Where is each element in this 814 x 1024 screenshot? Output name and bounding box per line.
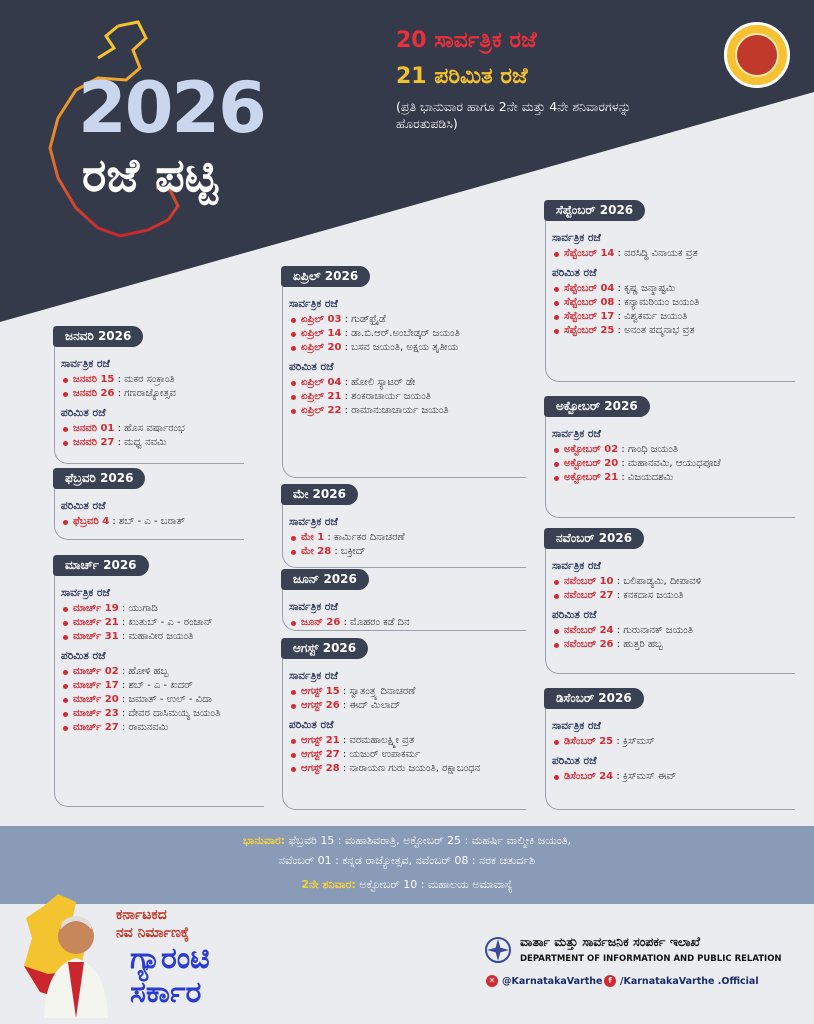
- month-card-mar: [54, 558, 264, 807]
- month-title: ಜೂನ್ 2026: [281, 569, 369, 590]
- public-label: ಸಾರ್ವತ್ರಿಕ ರಜೆ: [289, 670, 338, 682]
- month-card-aug: [282, 641, 526, 810]
- separator: :: [613, 639, 624, 650]
- holiday-item: [552, 575, 795, 589]
- holiday-name: ಡಾ.ಬಿ.ಆರ್.ಅಂಬೇಡ್ಕರ್ ಜಯಂತಿ: [351, 328, 460, 339]
- holiday-item: [61, 707, 264, 721]
- holiday-name: ಹೊಸ ವರ್ಷಾರಂಭ: [124, 423, 185, 434]
- holiday-item: [289, 545, 526, 559]
- holiday-date: ಮೇ 28: [301, 546, 332, 557]
- month-title: ಫೆಬ್ರವರಿ 2026: [53, 468, 145, 489]
- month-title: ಡಿಸೆಂಬರ್ 2026: [544, 688, 644, 709]
- separator: :: [613, 576, 624, 587]
- separator: :: [339, 686, 350, 697]
- holiday-item: [552, 589, 795, 603]
- holiday-date: ಸೆಪ್ಟೆಂಬರ್ 14: [564, 248, 615, 259]
- holiday-name: ಮೊಹರಂ ಕಡೆ ದಿನ: [350, 617, 410, 628]
- holiday-date: ಸೆಪ್ಟೆಂಬರ್ 17: [564, 311, 615, 322]
- public-label: ಸಾರ್ವತ್ರಿಕ ರಜೆ: [289, 516, 338, 528]
- separator: :: [331, 546, 341, 557]
- year-heading: 2026: [78, 67, 265, 149]
- holiday-item: [289, 376, 526, 390]
- weekend-holidays-band: [0, 826, 814, 904]
- holiday-date: ನವೆಂಬರ್ 26: [564, 639, 614, 650]
- separator: :: [114, 423, 125, 434]
- separator: :: [618, 472, 628, 483]
- restricted-label: ಪರಿಮಿತ ರಜೆ: [552, 755, 597, 767]
- separator: :: [339, 749, 350, 760]
- holiday-date: ಡಿಸೆಂಬರ್ 25: [564, 736, 614, 747]
- holiday-name: ಶಬ್ - ಎ - ಖದರ್: [128, 680, 193, 691]
- holiday-date: ಏಪ್ರಿಲ್ 14: [301, 328, 342, 339]
- separator: :: [614, 248, 625, 259]
- separator: :: [324, 532, 334, 543]
- restricted-label: ಪರಿಮಿತ ರಜೆ: [289, 719, 334, 731]
- restricted-label: ಪರಿಮಿತ ರಜೆ: [552, 267, 597, 279]
- month-title: ನವೆಂಬರ್ 2026: [544, 528, 644, 549]
- tagline-line-1: ಕರ್ನಾಟಕದ: [116, 907, 167, 923]
- holiday-date: ಸೆಪ್ಟೆಂಬರ್ 04: [564, 283, 615, 294]
- separator: :: [613, 590, 624, 601]
- karnataka-emblem-icon: [724, 22, 790, 88]
- saturday-line: [0, 878, 814, 892]
- holiday-item: [552, 443, 795, 457]
- guarantee-line-2: ಸರ್ಕಾರ: [130, 975, 202, 1010]
- holiday-item: [61, 436, 244, 450]
- separator: :: [118, 722, 129, 733]
- separator: :: [614, 297, 625, 308]
- holiday-item: [289, 734, 526, 748]
- separator: :: [339, 700, 350, 711]
- holiday-name: ವಿಶ್ವಕರ್ಮ ಜಯಂತಿ: [624, 311, 688, 322]
- public-holiday-count: 20 ಸಾರ್ವತ್ರಿಕ ರಜೆ: [396, 28, 537, 53]
- holiday-date: ಆಗಸ್ಟ್ 28: [301, 763, 340, 774]
- x-icon: ✕: [486, 975, 498, 987]
- holiday-date: ಡಿಸೆಂಬರ್ 24: [564, 771, 614, 782]
- holiday-name: ಗುರುನಾನಕ್ ಜಯಂತಿ: [623, 625, 694, 636]
- separator: :: [118, 694, 129, 705]
- holiday-item: [61, 721, 264, 735]
- separator: :: [613, 625, 624, 636]
- holiday-name: ಬಕ್ರೀದ್: [340, 546, 366, 557]
- holiday-name: ಗಾಂಧಿ ಜಯಂತಿ: [627, 444, 679, 455]
- holiday-name: ಕನಕದಾಸ ಜಯಂತಿ: [623, 590, 684, 601]
- separator: :: [118, 680, 129, 691]
- holiday-date: ಏಪ್ರಿಲ್ 04: [301, 377, 342, 388]
- holiday-name: ವರಸಿದ್ಧಿ ವಿನಾಯಕ ವ್ರತ: [624, 248, 698, 259]
- holiday-date: ಮಾರ್ಚ್ 19: [73, 603, 119, 614]
- holiday-date: ಜನವರಿ 15: [73, 374, 115, 385]
- holiday-item: [289, 390, 526, 404]
- holiday-name: ಗಣರಾಜ್ಯೋತ್ಸವ: [124, 388, 176, 399]
- separator: :: [339, 763, 350, 774]
- month-title: ಮೇ 2026: [281, 484, 358, 505]
- holiday-date: ಸೆಪ್ಟೆಂಬರ್ 08: [564, 297, 615, 308]
- restricted-label: ಪರಿಮಿತ ರಜೆ: [552, 609, 597, 621]
- separator: :: [614, 311, 625, 322]
- holiday-name: ಹೋಳಿ ಹಬ್ಬ: [128, 666, 169, 677]
- holiday-date: ಮಾರ್ಚ್ 27: [73, 722, 119, 733]
- separator: :: [341, 342, 352, 353]
- holiday-date: ನವೆಂಬರ್ 27: [564, 590, 614, 601]
- holiday-date: ಅಕ್ಟೋಬರ್ 20: [564, 458, 619, 469]
- holiday-name: ಯಜುರ್ ಉಪಾಕರ್ಮ: [349, 749, 421, 760]
- separator: :: [114, 437, 125, 448]
- month-card-oct: [545, 399, 795, 518]
- holiday-item: [61, 679, 264, 693]
- public-label: ಸಾರ್ವತ್ರಿಕ ರಜೆ: [289, 298, 338, 310]
- holiday-item: [289, 616, 526, 630]
- sunday-text-2: ನವೆಂಬರ್ 01 : ಕನ್ನಡ ರಾಜ್ಯೋತ್ಸವ, ನವೆಂಬರ್ 08 : ನರಕ ಚತುರ್ದಶಿ: [278, 854, 536, 867]
- separator: :: [613, 736, 623, 747]
- holiday-item: [552, 282, 795, 296]
- sunday-text-1: ಫೆಬ್ರವರಿ 15 : ಮಹಾಶಿವರಾತ್ರಿ, ಅಕ್ಟೋಬರ್ 25 : ಮಹರ್ಷಿ ವಾಲ್ಮೀಕಿ ಜಯಂತಿ,: [288, 834, 572, 847]
- holiday-date: ಜನವರಿ 27: [73, 437, 115, 448]
- holiday-name: ಯುಗಾದಿ: [128, 603, 158, 614]
- month-card-nov: [545, 531, 795, 674]
- holiday-name: ಮಕರ ಸಂಕ್ರಾಂತಿ: [124, 374, 175, 385]
- holiday-date: ಆಗಸ್ಟ್ 26: [301, 700, 340, 711]
- holiday-name: ಕ್ರಿಸ್‌ಮಸ್: [622, 736, 655, 747]
- holiday-date: ಫೆಬ್ರವರಿ 4: [73, 516, 110, 527]
- holiday-name: ಶಬ್ - ಎ - ಬರಾತ್: [118, 516, 185, 527]
- holiday-date: ಆಗಸ್ಟ್ 15: [301, 686, 340, 697]
- restricted-holiday-count: 21 ಪರಿಮಿತ ರಜೆ: [396, 64, 528, 89]
- holiday-name: ಕನ್ಯಾಮರಿಯಂ ಜಯಂತಿ: [624, 297, 700, 308]
- holiday-date: ಮಾರ್ಚ್ 02: [73, 666, 119, 677]
- public-label: ಸಾರ್ವತ್ರಿಕ ರಜೆ: [552, 720, 601, 732]
- holiday-date: ಆಗಸ್ಟ್ 27: [301, 749, 340, 760]
- saturday-label: 2ನೇ ಶನಿವಾರ:: [301, 878, 356, 891]
- holiday-date: ಆಗಸ್ಟ್ 21: [301, 735, 340, 746]
- month-card-jun: [282, 572, 526, 631]
- holiday-item: [552, 296, 795, 310]
- separator: :: [341, 377, 352, 388]
- restricted-label: ಪರಿಮಿತ ರಜೆ: [61, 650, 106, 662]
- separator: :: [341, 391, 352, 402]
- separator: :: [618, 458, 628, 469]
- separator: :: [341, 328, 352, 339]
- holiday-item: [289, 699, 526, 713]
- holiday-item: [289, 404, 526, 418]
- holiday-date: ಮಾರ್ಚ್ 21: [73, 617, 119, 628]
- month-title: ಏಪ್ರಿಲ್ 2026: [281, 266, 370, 287]
- month-card-may: [282, 487, 526, 568]
- holiday-item: [552, 770, 795, 784]
- holiday-date: ಏಪ್ರಿಲ್ 20: [301, 342, 342, 353]
- holiday-date: ಜನವರಿ 26: [73, 388, 115, 399]
- holiday-item: [289, 748, 526, 762]
- tagline: [116, 906, 189, 942]
- separator: :: [340, 617, 351, 628]
- holiday-name: ದೇವರ ದಾಸಿಮಯ್ಯ ಜಯಂತಿ: [128, 708, 221, 719]
- public-label: ಸಾರ್ವತ್ರಿಕ ರಜೆ: [61, 358, 110, 370]
- holiday-item: [61, 387, 244, 401]
- twitter-handle[interactable]: [486, 975, 603, 987]
- separator: :: [114, 374, 125, 385]
- holiday-name: ಕೃಷ್ಣ ಜನ್ಮಾಷ್ಟಮಿ: [624, 283, 676, 294]
- holiday-date: ಅಕ್ಟೋಬರ್ 02: [564, 444, 619, 455]
- month-title: ಆಗಸ್ಟ್ 2026: [281, 638, 368, 659]
- department-logo-icon: [484, 936, 512, 964]
- separator: :: [118, 603, 129, 614]
- holiday-name: ಖುತುಬ್ - ಎ - ರಂಜಾನ್: [128, 617, 213, 628]
- holiday-item: [289, 341, 526, 355]
- tagline-line-2: ನವ ನಿರ್ಮಾಣಕ್ಕೆ: [116, 925, 190, 941]
- holiday-item: [289, 685, 526, 699]
- holiday-item: [289, 313, 526, 327]
- holiday-name: ಶಂಕರಾಚಾರ್ಯ ಜಯಂತಿ: [351, 391, 431, 402]
- holiday-item: [289, 327, 526, 341]
- holiday-name: ಸ್ವಾತಂತ್ರ್ಯ ದಿನಾಚರಣೆ: [349, 686, 416, 697]
- restricted-label: ಪರಿಮಿತ ರಜೆ: [61, 500, 106, 512]
- holiday-date: ಏಪ್ರಿಲ್ 22: [301, 405, 342, 416]
- holiday-item: [552, 310, 795, 324]
- header-note: (ಪ್ರತಿ ಭಾನುವಾರ ಹಾಗೂ 2ನೇ ಮತ್ತು 4ನೇ ಶನಿವಾರಗಳನ್ನು ಹೊರತುಪಡಿಸಿ): [396, 99, 632, 131]
- holiday-item: [552, 324, 795, 338]
- holiday-name: ಬಸವ ಜಯಂತಿ, ಅಕ್ಷಯ ತೃತೀಯ: [351, 342, 459, 353]
- public-label: ಸಾರ್ವತ್ರಿಕ ರಜೆ: [61, 587, 110, 599]
- holiday-name: ರಾಮಾನುಜಾಚಾರ್ಯ ಜಯಂತಿ: [351, 405, 449, 416]
- separator: :: [118, 617, 129, 628]
- holiday-name: ವಿಜಯದಶಮಿ: [627, 472, 674, 483]
- facebook-handle-text: /KarnatakaVarthe .Official: [620, 975, 759, 987]
- month-title: ಜನವರಿ 2026: [53, 326, 143, 347]
- separator: :: [341, 405, 352, 416]
- month-title: ಅಕ್ಟೋಬರ್ 2026: [544, 396, 650, 417]
- public-label: ಸಾರ್ವತ್ರಿಕ ರಜೆ: [552, 428, 601, 440]
- restricted-label: ಪರಿಮಿತ ರಜೆ: [61, 407, 106, 419]
- holiday-item: [552, 471, 795, 485]
- holiday-item: [61, 422, 244, 436]
- saturday-text: ಅಕ್ಟೋಬರ್ 10 : ಮಹಾಲಯ ಅಮಾವಾಸ್ಯೆ: [359, 878, 513, 891]
- holiday-name: ಮಧ್ವ ನವಮಿ: [124, 437, 167, 448]
- holiday-date: ಸೆಪ್ಟೆಂಬರ್ 25: [564, 325, 615, 336]
- facebook-icon: f: [604, 975, 616, 987]
- holiday-item: [61, 373, 244, 387]
- department-name-kannada: ವಾರ್ತಾ ಮತ್ತು ಸಾರ್ವಜನಿಕ ಸಂಪರ್ಕ ಇಲಾಖೆ: [520, 934, 700, 949]
- month-card-dec: [545, 691, 795, 810]
- separator: :: [118, 708, 129, 719]
- holiday-item: [61, 515, 244, 529]
- holiday-item: [552, 638, 795, 652]
- holiday-name: ಕ್ರಿಸ್‌ಮಸ್ ಈವ್: [622, 771, 677, 782]
- holiday-name: ರಾಮನವಮಿ: [128, 722, 169, 733]
- guarantee-logo-text: [130, 942, 210, 1010]
- public-label: ಸಾರ್ವತ್ರಿಕ ರಜೆ: [289, 601, 338, 613]
- holiday-date: ಮೇ 1: [301, 532, 325, 543]
- public-label: ಸಾರ್ವತ್ರಿಕ ರಜೆ: [552, 560, 601, 572]
- month-card-jan: [54, 329, 244, 464]
- month-card-feb: [54, 471, 244, 540]
- holiday-item: [289, 531, 526, 545]
- holiday-name: ಜಮಾತ್ - ಉಲ್ - ವಿದಾ: [128, 694, 213, 705]
- holiday-date: ನವೆಂಬರ್ 24: [564, 625, 614, 636]
- holiday-date: ಏಪ್ರಿಲ್ 21: [301, 391, 342, 402]
- holiday-date: ಜನವರಿ 01: [73, 423, 115, 434]
- facebook-handle[interactable]: [604, 975, 759, 987]
- holiday-date: ಮಾರ್ಚ್ 31: [73, 631, 119, 642]
- separator: :: [614, 325, 625, 336]
- holiday-date: ನವೆಂಬರ್ 10: [564, 576, 614, 587]
- holiday-date: ಏಪ್ರಿಲ್ 03: [301, 314, 342, 325]
- twitter-handle-text: @KarnatakaVarthe: [502, 975, 603, 987]
- sunday-label: ಭಾನುವಾರ:: [242, 834, 286, 847]
- holiday-date: ಮಾರ್ಚ್ 20: [73, 694, 119, 705]
- separator: :: [339, 735, 350, 746]
- guarantee-line-1: ಗ್ಯಾರಂಟಿ: [130, 941, 210, 976]
- holiday-name: ಈದ್ ಮಿಲಾದ್: [349, 700, 401, 711]
- page-title: ರಜೆ ಪಟ್ಟಿ: [82, 148, 218, 202]
- restricted-label: ಪರಿಮಿತ ರಜೆ: [289, 361, 334, 373]
- holiday-name: ಗುಡ್‌ಫ್ರೈಡೆ: [351, 314, 386, 325]
- chief-minister-photo: [38, 906, 114, 1018]
- holiday-name: ಬಲಿಪಾಡ್ಯಮಿ, ದೀಪಾವಳಿ: [623, 576, 702, 587]
- holiday-item: [552, 247, 795, 261]
- holiday-name: ಹೋಲಿ ಸ್ಯಾಟರ್ ಡೇ: [351, 377, 416, 388]
- separator: :: [118, 666, 129, 677]
- holiday-date: ಮಾರ್ಚ್ 17: [73, 680, 119, 691]
- holiday-date: ಜೂನ್ 26: [301, 617, 341, 628]
- separator: :: [118, 631, 129, 642]
- holiday-name: ಹುತ್ತರಿ ಹಬ್ಬ: [623, 639, 663, 650]
- separator: :: [613, 771, 623, 782]
- holiday-date: ಮಾರ್ಚ್ 23: [73, 708, 119, 719]
- holiday-item: [61, 630, 264, 644]
- holiday-item: [552, 457, 795, 471]
- month-card-sep: [545, 203, 795, 382]
- holiday-name: ಮಹಾನವಮಿ, ಆಯುಧಪೂಜೆ: [627, 458, 721, 469]
- holiday-item: [61, 665, 264, 679]
- holiday-item: [289, 762, 526, 776]
- holiday-name: ವರಮಹಾಲಕ್ಷ್ಮೀ ವ್ರತ: [349, 735, 415, 746]
- holiday-name: ಅನಂತ ಪದ್ಮನಾಭ ವ್ರತ: [624, 325, 695, 336]
- month-title: ಮಾರ್ಚ್ 2026: [53, 555, 149, 576]
- holiday-item: [552, 624, 795, 638]
- holiday-name: ನಾರಾಯಣ ಗುರು ಜಯಂತಿ, ರಕ್ಷಾಬಂಧನ: [349, 763, 481, 774]
- department-name-english: DEPARTMENT OF INFORMATION AND PUBLIC RELATION: [520, 954, 782, 964]
- month-card-apr: [282, 269, 526, 478]
- holiday-date: ಅಕ್ಟೋಬರ್ 21: [564, 472, 619, 483]
- holiday-item: [61, 602, 264, 616]
- public-label: ಸಾರ್ವತ್ರಿಕ ರಜೆ: [552, 232, 601, 244]
- separator: :: [114, 388, 125, 399]
- sunday-line-1: [0, 834, 814, 848]
- separator: :: [614, 283, 625, 294]
- holiday-item: [61, 693, 264, 707]
- separator: :: [618, 444, 628, 455]
- holiday-name: ಕಾರ್ಮಿಕರ ದಿನಾಚರಣೆ: [333, 532, 405, 543]
- month-title: ಸೆಪ್ಟೆಂಬರ್ 2026: [544, 200, 645, 221]
- separator: :: [109, 516, 119, 527]
- holiday-name: ಮಹಾವೀರ ಜಯಂತಿ: [128, 631, 194, 642]
- holiday-item: [61, 616, 264, 630]
- separator: :: [341, 314, 352, 325]
- holiday-item: [552, 735, 795, 749]
